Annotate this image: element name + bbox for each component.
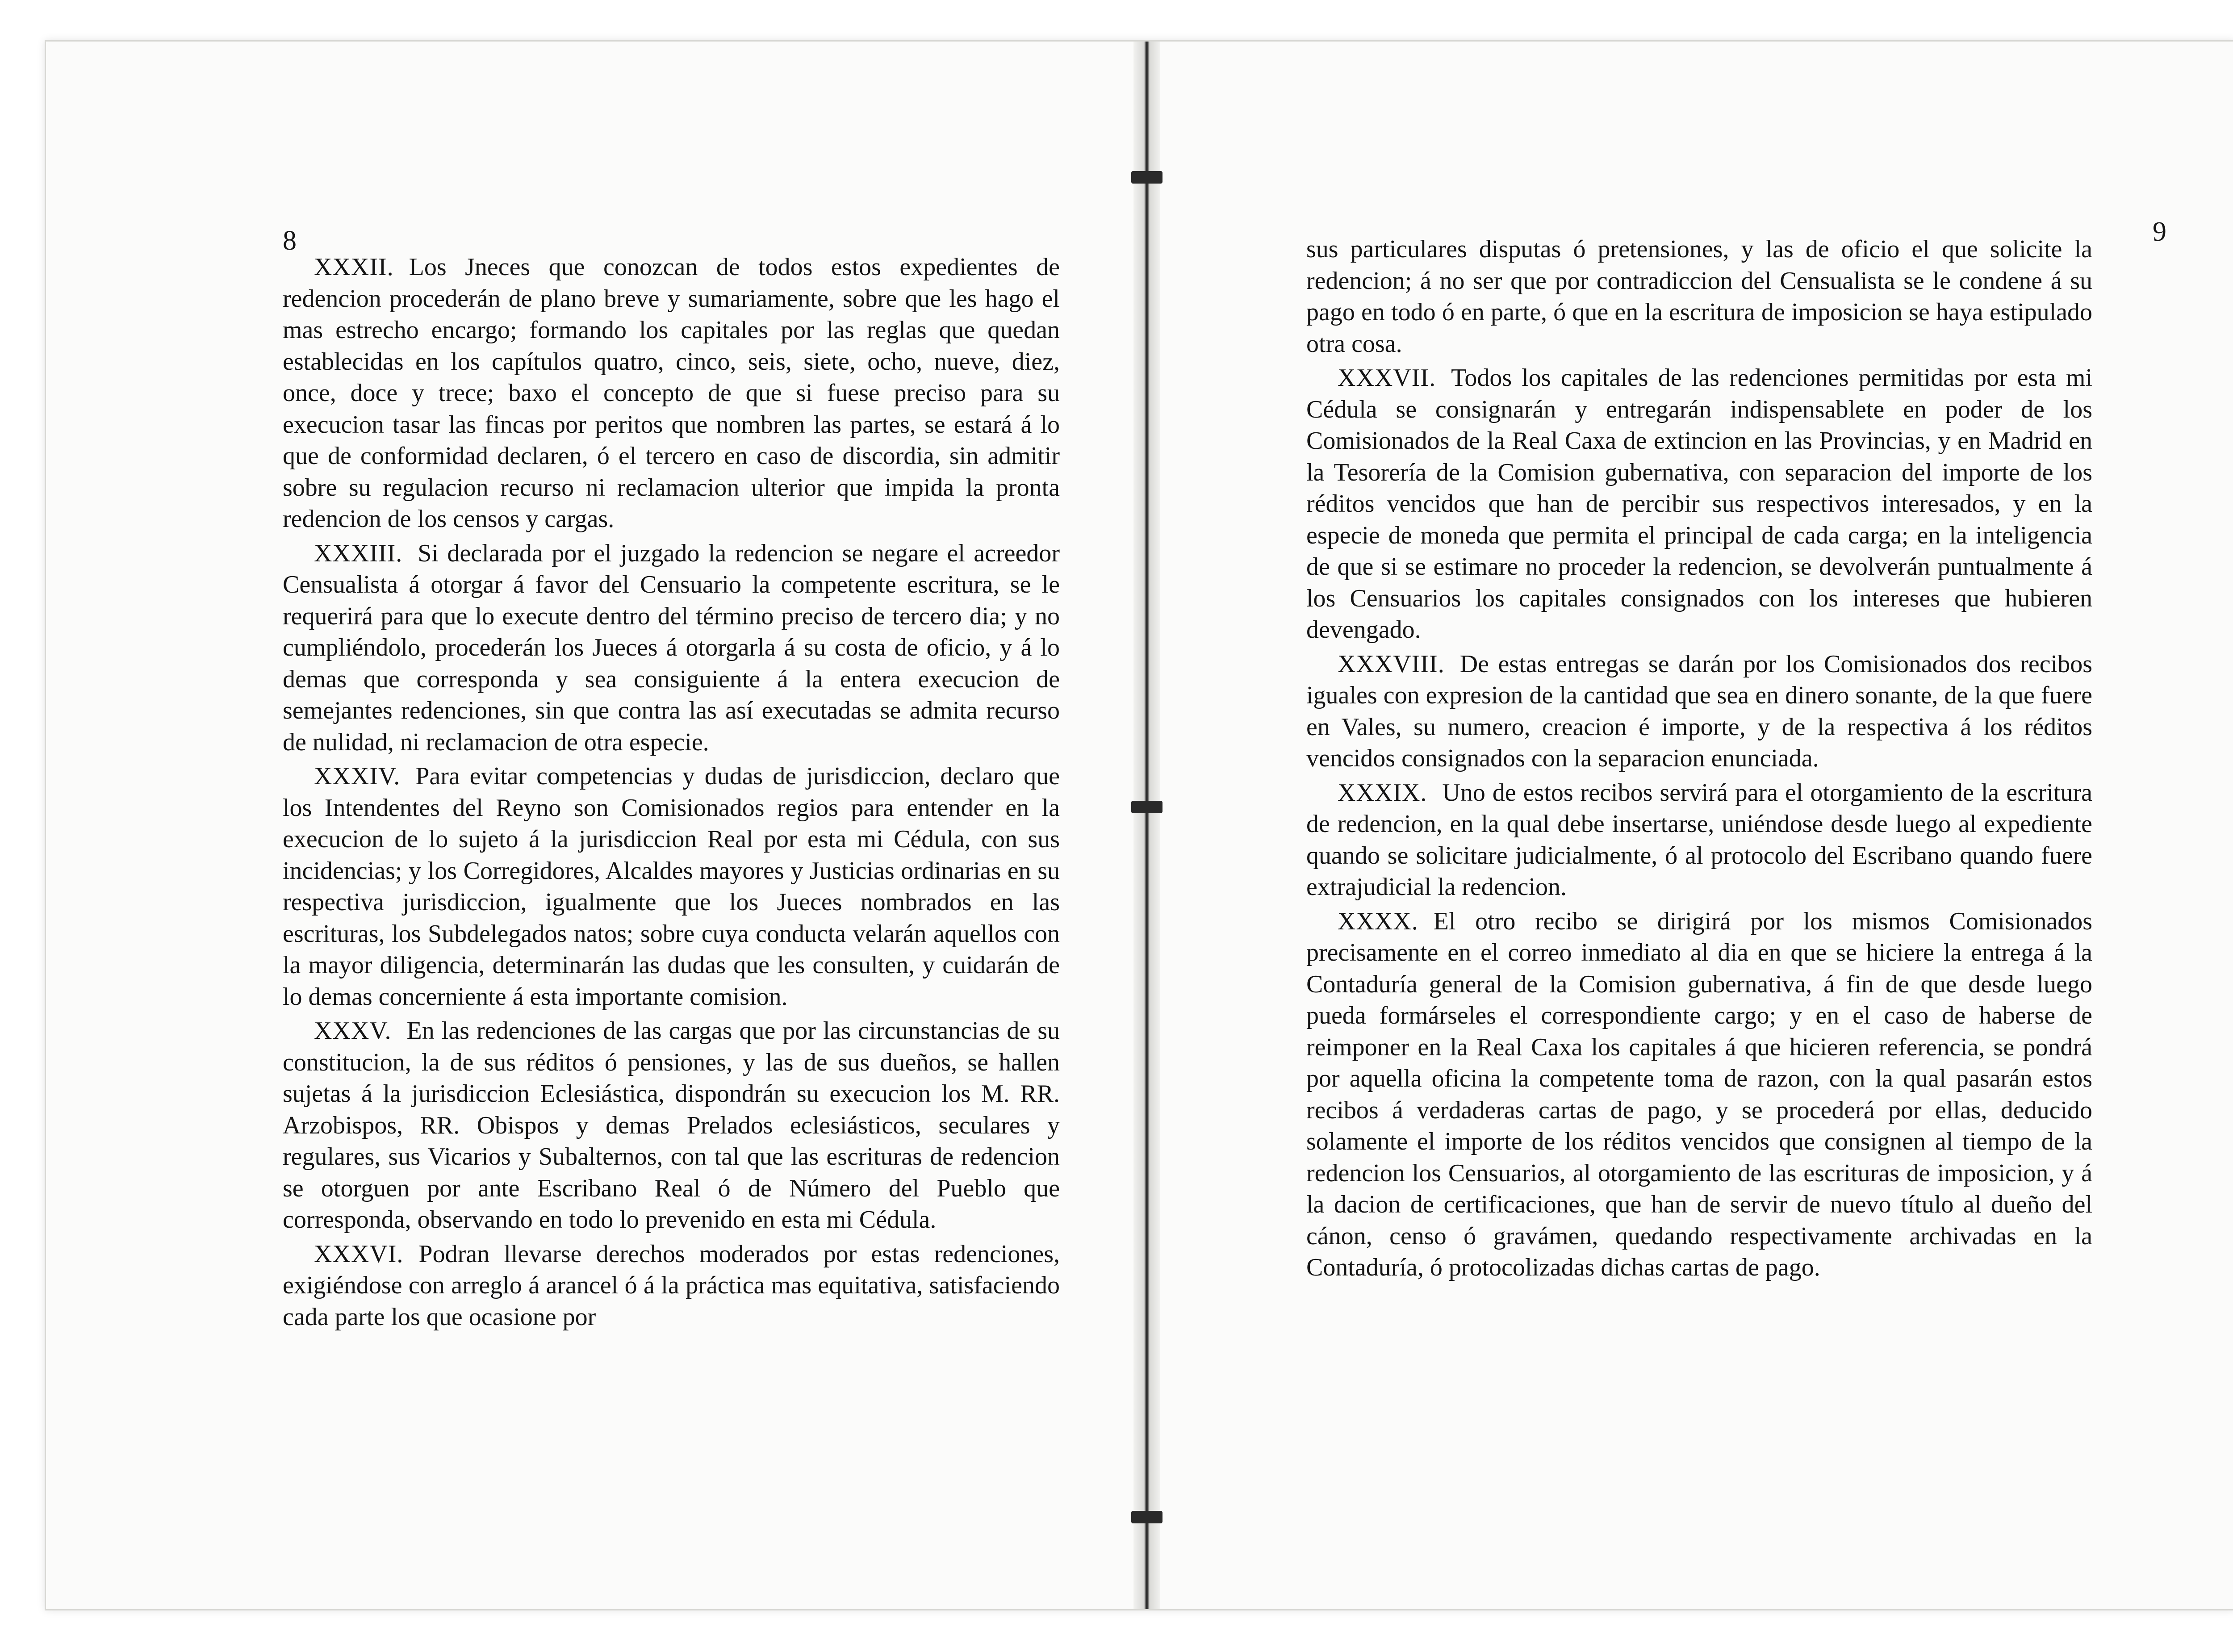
article-number: XXXIV. bbox=[314, 762, 401, 790]
article-paragraph bbox=[1306, 362, 2092, 646]
right-text-column bbox=[1306, 234, 2092, 1286]
binding-stitch bbox=[1131, 1511, 1162, 1523]
article-number: XXXVIII. bbox=[1338, 650, 1445, 678]
article-text: En las redenciones de las cargas que por las circunstancias de su constitucion, la de sus réditos ó pensiones, y las de sus dueños, se hallen sujetas á la jurisdiccion Eclesiástica, dispondrán su execucion los M. RR. Arzobispos, RR. Obispos y demas Prelados eclesiásticos, seculares y regulares, sus Vicarios y Subalternos, con tal que las escrituras de redencion se otorguen por ante Escribano Real ó de Número del Pueblo que corresponda, observando en todo lo prevenido en esta mi Cédula. bbox=[283, 1017, 1060, 1234]
article-text: Podran llevarse derechos moderados por estas redenciones, exigiéndose con arreglo á arancel ó á la práctica mas equitativa, satisfaciendo cada parte los que ocasione por bbox=[283, 1240, 1060, 1331]
article-number: XXXVI. bbox=[314, 1240, 404, 1268]
article-number: XXXV. bbox=[314, 1017, 392, 1045]
article-paragraph bbox=[283, 538, 1060, 758]
article-text: Los Jneces que conozcan de todos estos expedientes de redencion procederán de plano breve y sumariamente, sobre que les hago el mas estrecho encargo; formando los capitales por las reglas que quedan establecidas en los capítulos quatro, cinco, seis, siete, ocho, nueve, diez, once, doce y trece; baxo el concepto de que si fuese preciso para su execucion tasar las fincas por peritos que nombren las partes, se estará á lo que de conformidad declaren, ó el tercero en caso de discordia, sin admitir sobre su regulacion recurso ni reclamacion ulterior que impida la pronta redencion de los censos y cargas. bbox=[283, 253, 1060, 533]
article-paragraph bbox=[283, 1238, 1060, 1333]
continued-paragraph bbox=[1306, 234, 2092, 360]
article-paragraph bbox=[283, 761, 1060, 1012]
left-page bbox=[46, 42, 1146, 1609]
article-number: XXXX. bbox=[1338, 907, 1418, 935]
article-number: XXXIII. bbox=[314, 539, 403, 567]
article-number: XXXII. bbox=[314, 253, 394, 281]
article-text: Si declarada por el juzgado la redencion se negare el acreedor Censualista á otorgar á favor del Censuario la competente escritura, se le requerirá para que lo execute dentro del término preciso de tercero dia; y no cumpliéndolo, procederán los Jueces á otorgarla á su costa de oficio, y á lo demas que corresponda y sea consiguiente á la entera execucion de semejantes redenciones, sin que contra las así executadas se admita recurso de nulidad, ni reclamacion de otra especie. bbox=[283, 539, 1060, 756]
article-number: XXXVII. bbox=[1338, 364, 1436, 392]
left-text-column bbox=[283, 251, 1060, 1335]
article-paragraph bbox=[283, 251, 1060, 535]
binding-stitch bbox=[1131, 171, 1162, 184]
article-text: De estas entregas se darán por los Comisionados dos recibos iguales con expresion de la cantidad que sea en dinero sonante, de la que fuere en Vales, su numero, creacion é importe, y de la respectiva á los réditos vencidos consignados con la separacion enunciada. bbox=[1306, 650, 2092, 772]
article-paragraph bbox=[1306, 906, 2092, 1284]
article-paragraph bbox=[1306, 648, 2092, 774]
article-number: XXXIX. bbox=[1338, 778, 1427, 807]
right-page bbox=[1149, 42, 2233, 1609]
article-paragraph bbox=[283, 1015, 1060, 1236]
article-text: El otro recibo se dirigirá por los mismos Comisionados precisamente en el correo inmediato al dia en que se hiciere la entrega á la Contaduría general de la Comision gubernativa, á fin de que desde luego pueda formárseles el correspondiente cargo; y en el caso de haberse de reimponer en la Real Caxa los capitales á que hicieren referencia, se pondrá por aquella oficina la competente toma de razon, con la qual pasarán estos recibos á verdaderas cartas de pago, y se procederá por ellas, deducido solamente el importe de los réditos vencidos que consignen al tiempo de la redencion los Censuarios, al otorgamiento de las escrituras de imposicion, y á la dacion de certificaciones, que han de servir de nuevo título al dueño del cánon, censo ó gravámen, quedando respectivamente archivadas en la Contaduría, ó protocolizadas dichas cartas de pago. bbox=[1306, 907, 2092, 1281]
book-gutter bbox=[1133, 42, 1160, 1609]
article-paragraph bbox=[1306, 777, 2092, 903]
left-page-number: 8 bbox=[283, 226, 297, 256]
article-text: sus particulares disputas ó pretensiones, y las de oficio el que solicite la redencion; á no ser que por contradiccion del Censualista se le condene á su pago en todo ó en parte, ó que en la escritura de imposicion se haya estipulado otra cosa. bbox=[1306, 235, 2092, 358]
article-text: Todos los capitales de las redenciones permitidas por esta mi Cédula se consignarán y entregarán indispensablete en poder de los Comisionados de la Real Caxa de extincion en las Provincias, y en Madrid en la Tesorería de la Comision gubernativa, con separacion del importe de los réditos vencidos que han de percibir sus respectivos interesados, y en la especie de moneda que permita el principal de cada carga; en la inteligencia de que si se estimare no proceder la redencion, se devolverán puntualmente á los Censuarios los capitales consignados con los intereses que hubieren devengado. bbox=[1306, 364, 2092, 644]
document-spread bbox=[45, 40, 2233, 1610]
right-page-number: 9 bbox=[2153, 217, 2166, 247]
article-text: Uno de estos recibos servirá para el otorgamiento de la escritura de redencion, en la qual debe insertarse, uniéndose desde luego al expediente quando se solicitare judicialmente, ó al protocolo del Escribano quando fuere extrajudicial la redencion. bbox=[1306, 778, 2092, 901]
binding-stitch bbox=[1131, 801, 1162, 813]
article-text: Para evitar competencias y dudas de jurisdiccion, declaro que los Intendentes del Reyno son Comisionados regios para entender en la execucion de lo sujeto á la jurisdiccion Real por esta mi Cédula, con sus incidencias; y los Corregidores, Alcaldes mayores y Justicias ordinarias en su respectiva jurisdiccion, igualmente que los Jueces nombrados en las escrituras, los Subdelegados natos; sobre cuya conducta velarán aquellos con la mayor diligencia, determinarán las dudas que les consulten, y cuidarán de lo demas concerniente á esta importante comision. bbox=[283, 762, 1060, 1011]
